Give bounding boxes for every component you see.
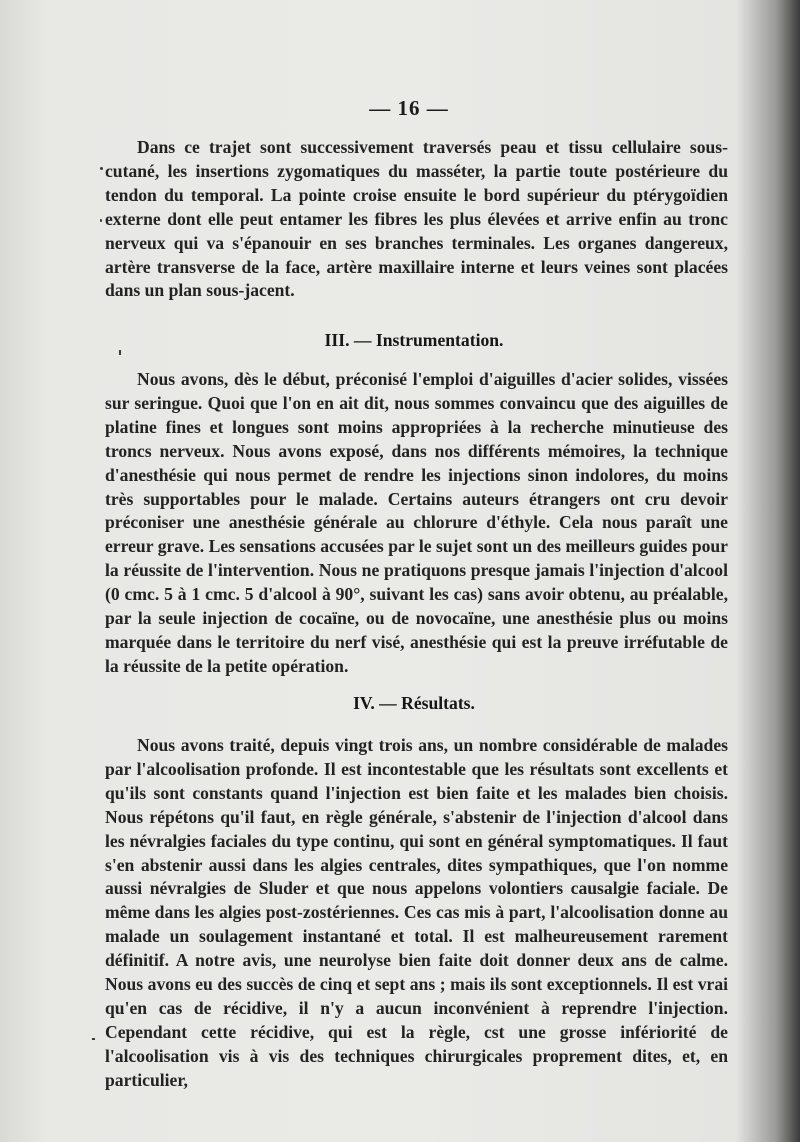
scan-speck bbox=[92, 1038, 95, 1040]
paragraph: Nous avons, dès le début, préconisé l'emploi d'aiguilles d'acier solides, vissées sur seringue. Quoi que l'on en ait dit, nous sommes convaincu que des aiguilles de platine fines et longues sont moins appropriées à la recherche minutieuse des troncs nerveux. Nous avons exposé, dans nos différents mémoires, la technique d'anesthésie qui nous permet de rendre les injections sinon indolores, du moins très supportables pour le malade. Certains auteurs étrangers ont cru devoir préconiser une anesthésie générale au chlorure d'éthyle. Cela nous paraît une erreur grave. Les sensations accusées par le sujet sont un des meilleurs guides pour la réussite de l'intervention. Nous ne pratiquons presque jamais l'injection d'alcool (0 cmc. 5 à 1 cmc. 5 d'alcool à 90°, suivant les cas) sans avoir obtenu, au préalable, par la seule injection de cocaïne, ou de novocaïne, une anesthésie plus ou moins marquée dans le territoire du nerf visé, anesthésie qui est la preuve irréfutable de la réussite de la petite opération. bbox=[105, 369, 728, 676]
paragraph: Dans ce trajet sont successivement traversés peau et tissu cellulaire sous-cutané, les insertions zygomatiques du masséter, la partie toute postérieure du tendon du temporal. La pointe croise ensuite le bord supérieur du ptérygoïdien externe dont elle peut entamer les fibres les plus élevées et arrive enfin au tronc nerveux qui va s'épanouir en ses branches terminales. Les organes dangereux, artère transverse de la face, artère maxillaire interne et leurs veines sont placées dans un plan sous-jacent. bbox=[105, 137, 728, 301]
paragraph: Nous avons traité, depuis vingt trois ans, un nombre considérable de malades par l'alcoolisation profonde. Il est incontestable que les résultats sont excellents et qu'ils sont constants quand l'injection est bien faite et les malades bien choisis. Nous répétons qu'il faut, en règle générale, s'abstenir de l'injection d'alcool dans les névralgies faciales du type continu, qui sont en général symptomatiques. Il faut s'en abstenir aussi dans les algies centrales, dites sympathiques, que l'on nomme aussi névralgies de Sluder et que nous appelons volontiers causalgie faciale. De même dans les algies post-zostériennes. Ces cas mis à part, l'alcoolisation donne au malade un soulagement instantané et total. Il est malheureusement rarement définitif. A notre avis, une neurolyse bien faite doit donner deux ans de calme. Nous avons eu des succès de cinq et sept ans ; mais ils sont exceptionnels. Il est vrai qu'en cas de récidive, il n'y a aucun inconvénient à reprendre l'injection. Cependant cette récidive, qui est la règle, cst une grosse infériorité de l'alcoolisation vis à vis des techniques chirurgicales proprement dites, et, en particulier, bbox=[105, 735, 728, 1090]
section-heading-resultats: IV. — Résultats. bbox=[353, 693, 475, 713]
page-number: — 16 — bbox=[369, 96, 449, 120]
text-block-instrumentation bbox=[105, 368, 728, 679]
scan-speck bbox=[119, 350, 121, 355]
text-block-intro bbox=[105, 136, 728, 303]
text-block-resultats bbox=[105, 734, 728, 1093]
scan-speck bbox=[100, 167, 103, 170]
section-heading-instrumentation: III. — Instrumentation. bbox=[324, 330, 504, 350]
scan-speck bbox=[100, 219, 102, 222]
